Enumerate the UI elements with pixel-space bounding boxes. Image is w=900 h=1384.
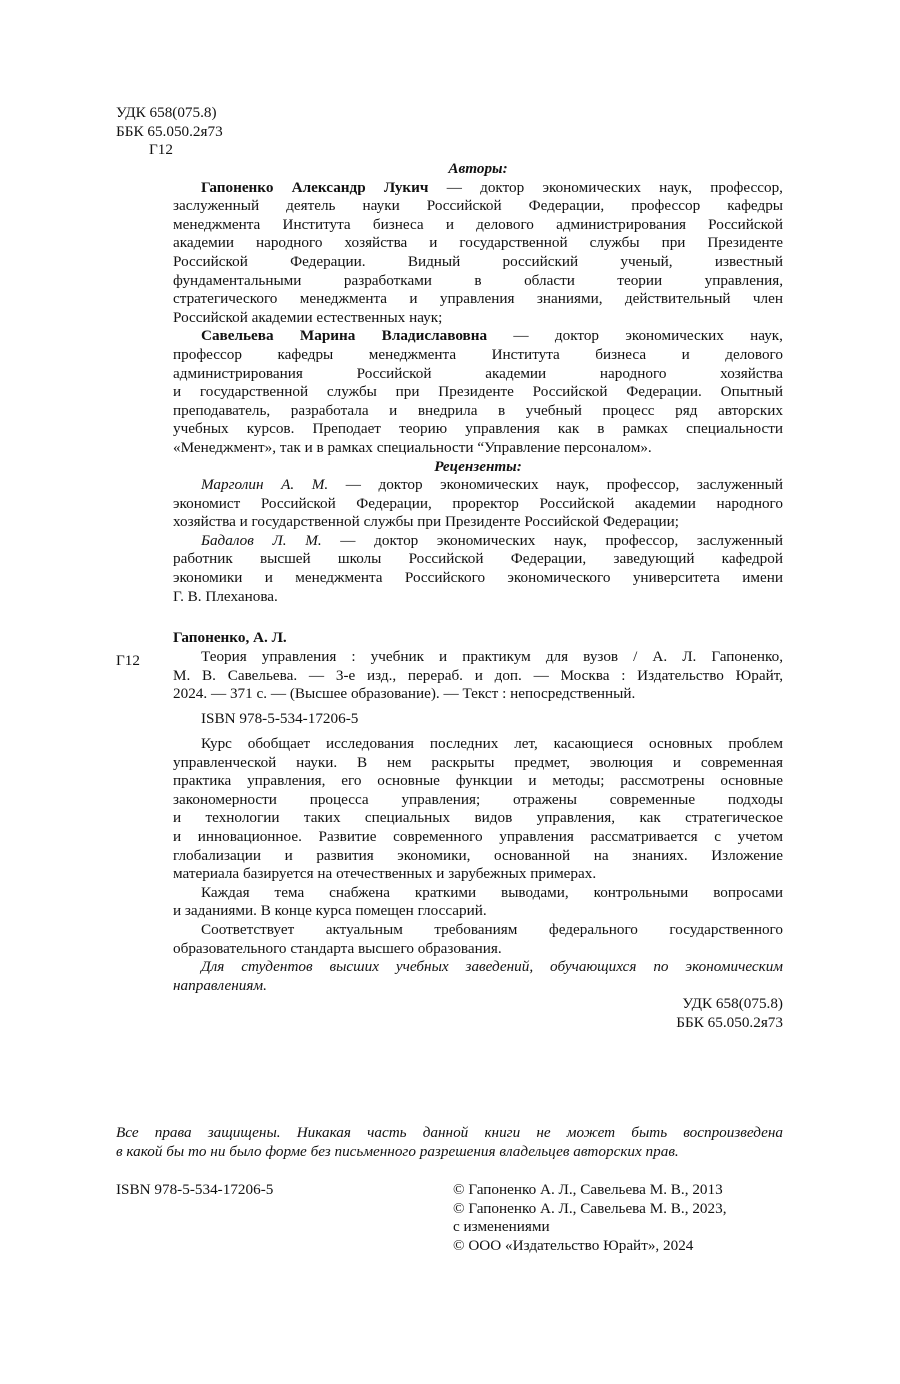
author-1-name: Гапоненко Александр Лукич	[201, 178, 429, 196]
author-1-line: стратегического менеджмента и управления знаниями, действительный член	[173, 290, 783, 308]
reviewer-2	[173, 532, 783, 606]
copyright-line: с изменениями	[453, 1218, 550, 1236]
abstract-paragraph-3	[173, 921, 783, 958]
abstract-line: глобализации и развития экономики, основанной на знаниях. Изложение	[173, 846, 783, 864]
abstract-line: материала базируется на отечественных и зарубежных примерах.	[173, 865, 597, 883]
author-1-first-line: Гапоненко Александр Лукич — доктор экономических наук, профессор,	[201, 178, 783, 196]
main-author: Гапоненко, А. Л.	[173, 629, 287, 646]
abstract-line: направлениям.	[173, 976, 267, 994]
reviewer-2-line: Г. В. Плеханова.	[173, 587, 278, 605]
author-2-line: учебных курсов. Преподает теорию управления как в рамках специальности	[173, 420, 783, 438]
author-1-line: заслуженный деятель науки Российской Федерации, профессор кафедры	[173, 197, 783, 215]
bibliographic-record	[173, 648, 783, 704]
abstract-line: Для студентов высших учебных заведений, обучающихся по экономическим	[201, 958, 783, 976]
abstract-line: и инновационное. Развитие современного управления рассматривается с учетом	[173, 827, 783, 845]
reviewer-1	[173, 476, 783, 532]
reviewers-heading: Рецензенты:	[434, 457, 522, 475]
udk-code: УДК 658(075.8)	[116, 104, 217, 121]
author-2	[173, 327, 783, 457]
bib-line: М. В. Савельева. — 3-е изд., перераб. и доп. — Москва : Издательство Юрайт,	[173, 666, 783, 684]
author-2-first-line: Савельева Марина Владиславовна — доктор экономических наук,	[201, 327, 783, 345]
classification-bottom	[583, 995, 783, 1032]
bib-line: 2024. — 371 с. — (Высшее образование). — Текст : непосредственный.	[173, 685, 636, 703]
classification-top	[116, 104, 316, 160]
abstract-line: Каждая тема снабжена краткими выводами, контрольными вопросами	[201, 883, 783, 901]
reviewer-1-name: Марголин А. М.	[201, 476, 329, 494]
rights-line: в какой бы то ни было форме без письменного разрешения владельцев авторских прав.	[116, 1142, 679, 1160]
author-1-line: менеджмента Института бизнеса и делового администрирования Российской	[173, 215, 783, 233]
bib-line: Теория управления : учебник и практикум для вузов / А. Л. Гапоненко,	[201, 648, 783, 665]
abstract-paragraph-1	[173, 735, 783, 884]
isbn-footer: ISBN 978-5-534-17206-5	[116, 1181, 274, 1198]
reviewer-2-line: экономики и менеджмента Российского экономического университета имени	[173, 569, 783, 587]
authors-heading: Авторы:	[448, 160, 508, 177]
author-2-line: администрирования Российской академии народного хозяйства	[173, 364, 783, 382]
abstract-line: и технологии таких специальных видов управления, как стратегическое	[173, 809, 783, 827]
abstract-line: Соответствует актуальным требованиям федерального государственного	[201, 920, 783, 938]
authors-section	[173, 160, 783, 606]
author-2-line: преподаватель, разработала и внедрила в учебный процесс ряд авторских	[173, 401, 783, 419]
reviewer-1-first-line: Марголин А. М. — доктор экономических наук, профессор, заслуженный	[201, 476, 783, 494]
reviewer-2-line: работник высшей школы Российской Федерации, заведующий кафедрой	[173, 550, 783, 568]
author-1-line: Российской Федерации. Видный российский ученый, известный	[173, 252, 783, 270]
abstract-line: и заданиями. В конце курса помещен глоссарий.	[173, 902, 487, 920]
abstract-line: Курс обобщает исследования последних лет, касающиеся основных проблем	[201, 735, 783, 752]
copyright-line: © ООО «Издательство Юрайт», 2024	[453, 1236, 694, 1254]
abstract-line: закономерности процесса управления; отражены современные подходы	[173, 790, 783, 808]
author-1-line: Российской академии естественных наук;	[173, 308, 443, 326]
rights-line: Все права защищены. Никакая часть данной книги не может быть воспроизведена	[116, 1124, 783, 1141]
author-2-name: Савельева Марина Владиславовна	[201, 327, 488, 345]
copyright-line: © Гапоненко А. Л., Савельева М. В., 2013	[453, 1181, 723, 1198]
author-2-line: профессор кафедры менеджмента Института бизнеса и делового	[173, 345, 783, 363]
author-1-line: академии народного хозяйства и государственной службы при Президенте	[173, 234, 783, 252]
abstract	[173, 735, 783, 995]
author-2-line: «Менеджмент», так и в рамках специальности “Управление персоналом».	[173, 438, 652, 456]
abstract-line: управленческой науки. В нем раскрыты предмет, эволюция и современная	[173, 753, 783, 771]
bbk-code: ББК 65.050.2я73	[116, 122, 223, 140]
bbk-code-bottom: ББК 65.050.2я73	[676, 1013, 783, 1031]
author-mark: Г12	[149, 141, 173, 159]
reviewer-1-line: хозяйства и государственной службы при Президенте Российской Федерации;	[173, 513, 679, 531]
abstract-line: практика управления, его основные функции и методы; рассмотрены основные	[173, 772, 783, 790]
udk-code-bottom: УДК 658(075.8)	[682, 995, 783, 1012]
copyrights	[453, 1181, 783, 1255]
rights-notice	[116, 1124, 783, 1161]
abstract-paragraph-4	[173, 958, 783, 995]
reviewer-1-line: экономист Российской Федерации, проректор Российской академии народного	[173, 494, 783, 512]
abstract-line: образовательного стандарта высшего образования.	[173, 939, 502, 957]
copyright-line: © Гапоненко А. Л., Савельева М. В., 2023,	[453, 1199, 727, 1217]
reviewer-2-name: Бадалов Л. М.	[201, 531, 322, 549]
author-1-line: фундаментальными разработками в области теории управления,	[173, 271, 783, 289]
abstract-paragraph-2	[173, 884, 783, 921]
isbn-bib: ISBN 978-5-534-17206-5	[201, 710, 359, 727]
author-1	[173, 179, 783, 328]
author-mark-left: Г12	[116, 652, 140, 669]
author-2-line: и государственной службы при Президенте Российской Федерации. Опытный	[173, 383, 783, 401]
reviewer-2-first-line: Бадалов Л. М. — доктор экономических наук, профессор, заслуженный	[201, 531, 784, 549]
